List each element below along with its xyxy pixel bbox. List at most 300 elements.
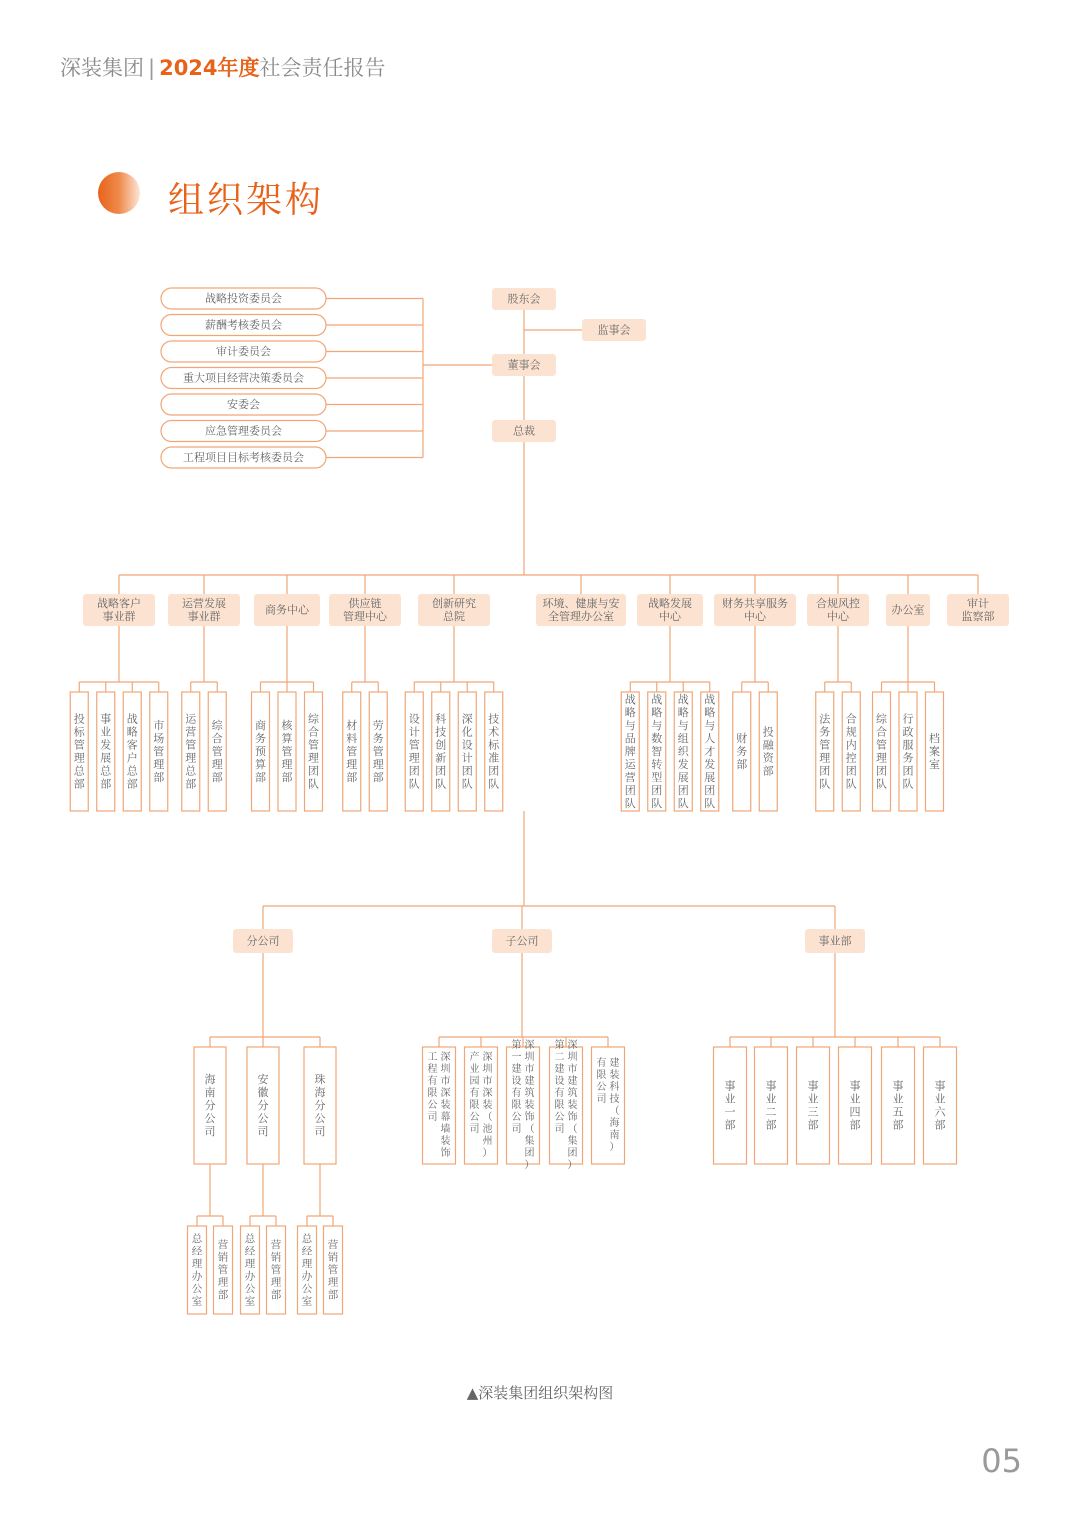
subsidiary-4-char: 限: [596, 1070, 607, 1081]
unit-2-0-char: 部: [255, 771, 266, 784]
division-1: [168, 594, 240, 626]
business-unit-1-char: 部: [765, 1118, 777, 1132]
unit-4-3-char: 团: [488, 764, 500, 778]
header-report-title: 社会责任报告: [259, 56, 386, 80]
unit-8-1-char: 团: [845, 764, 857, 778]
business-unit-4-char: 五: [892, 1105, 904, 1119]
subsidiary-2: [507, 1038, 540, 1171]
unit-3-1: [369, 692, 387, 811]
division-6-label: 战略发展: [648, 597, 692, 610]
unit-3-1-char: 管: [372, 745, 384, 758]
subsidiary-3-char: 筑: [567, 1088, 578, 1099]
branch-2-sub-1-char: 销: [327, 1251, 339, 1264]
branch-1: [247, 1047, 279, 1164]
node-supervisors: [582, 319, 646, 341]
branch-1-sub-1-char: 部: [270, 1289, 282, 1301]
unit-2-0-char: 务: [255, 732, 266, 745]
subsidiary-1-char: 深: [482, 1088, 493, 1099]
branch-2: [304, 1047, 336, 1164]
unit-7-0-char: 部: [736, 758, 748, 771]
branch-0-sub-0-char: 室: [191, 1295, 203, 1308]
subsidiary-2-char: 市: [524, 1064, 535, 1075]
business-unit-0-char: 事: [724, 1079, 736, 1093]
business-unit-2-char: 部: [807, 1118, 819, 1132]
branch-0-sub-1-char: 营: [217, 1239, 229, 1251]
unit-0-0-char: 投: [73, 712, 85, 726]
committee-3: [161, 368, 326, 389]
unit-6-3: [701, 692, 719, 811]
committee-6-label: 工程项目目标考核委员会: [183, 451, 304, 464]
branch-0-char: 海: [204, 1073, 216, 1086]
subsidiary-2-char: 团: [524, 1148, 535, 1159]
unit-0-3-char: 市: [153, 719, 165, 732]
unit-9-2-char: 室: [929, 758, 940, 771]
unit-0-0-char: 标: [73, 725, 85, 739]
division-8: [807, 594, 869, 626]
business-unit-0: [714, 1047, 747, 1164]
branch-0-sub-1-char: 理: [217, 1276, 229, 1289]
subsidiary-3-char: 设: [554, 1076, 565, 1087]
subsidiary-1-char: 产: [469, 1052, 480, 1063]
subsidiary-2-char: 深: [524, 1040, 535, 1051]
subsidiary-1-char: ）: [482, 1148, 493, 1159]
division-9-label: 办公室: [891, 603, 925, 617]
unit-0-1-char: 发: [100, 738, 112, 752]
unit-6-1-char: 战: [651, 693, 663, 706]
unit-6-3-char: 才: [704, 745, 716, 758]
subsidiary-2-char: 司: [511, 1124, 522, 1135]
header-company: 深装集团: [60, 56, 144, 80]
unit-3-1-char: 务: [372, 732, 384, 745]
unit-6-2-char: 战: [677, 693, 689, 706]
subsidiary-3-char: 团: [567, 1148, 578, 1159]
committee-1-label: 薪酬考核委员会: [205, 318, 282, 332]
business-unit-0-char: 业: [724, 1092, 736, 1106]
unit-9-0-char: 队: [876, 777, 887, 791]
unit-0-3: [150, 692, 168, 811]
unit-6-0-char: 与: [624, 719, 636, 732]
division-9: [886, 594, 930, 626]
unit-4-0: [405, 692, 423, 811]
division-2-label: 商务中心: [265, 603, 309, 617]
subsidiary-3-char: 建: [554, 1064, 565, 1075]
division-8-label: 合规风控: [816, 597, 860, 610]
unit-8-0-char: 理: [819, 751, 831, 765]
unit-2-1-char: 核: [281, 719, 293, 732]
subsidiary-1-char: 装: [482, 1100, 493, 1111]
division-7-label: 中心: [744, 610, 766, 623]
unit-4-1-char: 团: [435, 764, 447, 778]
subsidiary-1-char: 公: [469, 1112, 480, 1123]
subsidiary-2-char: 筑: [524, 1088, 535, 1099]
subsidiary-2-char: 公: [511, 1112, 522, 1123]
branch-2-sub-0-char: 总: [301, 1232, 313, 1245]
subsidiary-0-char: 墙: [440, 1124, 451, 1135]
branch-1-char: 徽: [257, 1086, 269, 1099]
unit-9-0-char: 综: [876, 712, 887, 726]
unit-6-2-char: 略: [677, 706, 689, 719]
division-4: [418, 594, 490, 626]
subsidiary-3-char: 二: [554, 1052, 565, 1063]
unit-9-2: [926, 692, 944, 811]
unit-2-0-char: 商: [255, 719, 266, 732]
unit-6-1-char: 型: [651, 771, 663, 784]
branch-2-char: 司: [314, 1125, 326, 1138]
branch-2-char: 分: [314, 1099, 326, 1112]
business-unit-5-char: 业: [934, 1092, 946, 1106]
business-unit-3-char: 四: [849, 1105, 861, 1119]
division-5-label: 环境、健康与安: [542, 597, 620, 610]
division-5: [536, 594, 626, 626]
subsidiary-0-char: 深: [440, 1052, 451, 1063]
unit-4-3-char: 队: [488, 777, 500, 791]
unit-6-2-char: 展: [677, 771, 689, 784]
subsidiary-2-char: 限: [511, 1100, 522, 1111]
unit-1-1: [208, 692, 226, 811]
branch-2-sub-0-char: 室: [301, 1295, 313, 1308]
subsidiary-3-char: ）: [567, 1160, 578, 1171]
unit-9-2-char: 档: [929, 732, 940, 745]
unit-4-1-char: 新: [435, 751, 447, 765]
division-7: [714, 594, 796, 626]
business-unit-0-char: 部: [724, 1118, 736, 1132]
subsidiary-4-char: 科: [609, 1082, 620, 1093]
unit-6-3-char: 略: [704, 706, 716, 719]
subsidiary-0-char: 有: [427, 1076, 438, 1087]
unit-0-3-char: 部: [153, 771, 165, 784]
committee-0: [161, 288, 326, 309]
unit-6-0-char: 运: [624, 758, 636, 771]
subsidiary-4-char: 司: [596, 1094, 607, 1105]
branch-2-char: 珠: [314, 1073, 326, 1086]
unit-3-1-char: 劳: [372, 719, 384, 732]
unit-6-0-char: 品: [624, 732, 636, 745]
subsidiary-4-char: 建: [609, 1058, 620, 1069]
branch-1-char: 分: [257, 1099, 269, 1112]
subsidiary-1-char: （: [482, 1112, 493, 1123]
business-unit-3-char: 业: [849, 1092, 861, 1106]
subsidiary-0-char: 工: [427, 1052, 438, 1063]
group-business-units-label: 事业部: [818, 934, 852, 948]
branch-0-sub-0-char: 经: [191, 1245, 203, 1258]
subsidiary-2-char: 集: [524, 1136, 535, 1147]
business-unit-5-char: 部: [934, 1118, 946, 1132]
subsidiary-1-char: 州: [482, 1136, 493, 1147]
business-unit-2-char: 三: [807, 1105, 819, 1119]
branch-0-sub-0-char: 办: [191, 1270, 203, 1283]
branch-1-sub-1-char: 销: [270, 1251, 282, 1264]
unit-6-0-char: 队: [624, 797, 636, 810]
subsidiary-2-char: 建: [511, 1064, 522, 1075]
unit-1-1-char: 理: [211, 758, 223, 771]
unit-8-0-char: 务: [819, 725, 831, 739]
division-3-label: 管理中心: [343, 610, 387, 623]
subsidiary-0-char: 市: [440, 1076, 451, 1087]
division-3: [329, 594, 401, 626]
unit-9-0: [873, 692, 891, 811]
unit-4-1-char: 科: [435, 712, 447, 726]
unit-6-1-char: 队: [651, 797, 663, 810]
committee-1: [161, 315, 326, 336]
unit-2-1-char: 理: [281, 758, 293, 771]
unit-4-3-char: 准: [488, 751, 500, 765]
unit-0-2: [123, 692, 141, 811]
branch-1-sub-1-char: 管: [270, 1264, 282, 1276]
unit-3-0-char: 理: [346, 758, 358, 771]
division-0-label: 事业群: [102, 610, 136, 623]
unit-0-3-char: 理: [153, 758, 165, 771]
unit-2-2-char: 综: [308, 712, 319, 726]
subsidiary-0-char: 装: [440, 1100, 451, 1111]
business-unit-4-char: 部: [892, 1118, 904, 1132]
branch-1-sub-0: [241, 1226, 260, 1314]
subsidiary-3-char: 市: [567, 1064, 578, 1075]
branch-0-sub-0: [188, 1226, 207, 1314]
business-unit-1-char: 业: [765, 1092, 777, 1106]
unit-1-1-char: 部: [211, 771, 223, 784]
subsidiary-0-char: 深: [440, 1088, 451, 1099]
branch-0-sub-0-char: 公: [191, 1282, 203, 1295]
unit-6-0: [621, 692, 639, 811]
subsidiary-1-char: 司: [469, 1124, 480, 1135]
unit-6-1-char: 略: [651, 706, 663, 719]
business-unit-3: [839, 1047, 872, 1164]
unit-7-1-char: 融: [762, 738, 774, 752]
subsidiary-3-char: 圳: [567, 1052, 578, 1063]
unit-6-2-char: 队: [677, 797, 689, 810]
branch-0-sub-1: [214, 1226, 233, 1314]
committee-5-label: 应急管理委员会: [205, 424, 282, 438]
branch-2-sub-1-char: 营: [327, 1239, 339, 1251]
business-unit-2-char: 事: [807, 1079, 819, 1093]
branch-1-sub-0-char: 总: [244, 1232, 256, 1245]
node-board: [492, 354, 556, 376]
header-separator: |: [148, 56, 156, 80]
unit-8-1: [842, 692, 860, 811]
subsidiary-2-char: （: [524, 1124, 535, 1135]
subsidiary-1-char: 园: [469, 1076, 480, 1087]
unit-9-1-char: 务: [902, 751, 914, 765]
unit-7-0: [733, 692, 751, 811]
committee-4: [161, 394, 326, 415]
branch-2-sub-1-char: 理: [327, 1276, 339, 1289]
unit-2-1-char: 管: [281, 745, 293, 758]
unit-7-1: [759, 692, 777, 811]
division-10-label: 监察部: [961, 610, 995, 623]
subsidiary-2-char: 圳: [524, 1052, 535, 1063]
unit-2-2-char: 理: [308, 751, 319, 765]
subsidiary-3-char: 集: [567, 1136, 578, 1147]
unit-9-1-char: 团: [902, 764, 914, 778]
subsidiary-2-char: 一: [511, 1052, 522, 1063]
business-unit-1-char: 事: [765, 1079, 777, 1093]
division-6-label: 中心: [659, 610, 681, 623]
business-unit-0-char: 一: [724, 1105, 736, 1119]
unit-4-2-char: 队: [461, 777, 473, 791]
subsidiary-4-char: ）: [609, 1142, 620, 1153]
page-number: 05: [981, 1442, 1022, 1480]
subsidiary-0: [423, 1047, 456, 1164]
branch-2-sub-1-char: 管: [327, 1264, 339, 1276]
unit-0-3-char: 管: [153, 745, 165, 758]
unit-4-0-char: 计: [408, 725, 420, 739]
unit-2-2: [305, 692, 323, 811]
subsidiary-0-char: 幕: [440, 1112, 451, 1123]
branch-0-char: 公: [204, 1112, 216, 1125]
subsidiary-0-char: 限: [427, 1088, 438, 1099]
unit-7-1-char: 投: [762, 725, 774, 739]
node-president-label: 总裁: [513, 424, 535, 438]
division-6: [637, 594, 703, 626]
unit-7-0-char: 财: [736, 732, 748, 745]
division-4-label: 创新研究: [432, 597, 476, 610]
unit-3-1-char: 理: [372, 758, 384, 771]
unit-6-2-char: 与: [677, 719, 689, 732]
business-unit-4-char: 业: [892, 1092, 904, 1106]
unit-0-2-char: 略: [126, 725, 138, 739]
unit-8-1-char: 控: [845, 751, 857, 765]
branch-0-sub-1-char: 管: [217, 1264, 229, 1276]
division-2: [254, 594, 320, 626]
node-board-label: 董事会: [507, 358, 541, 372]
unit-4-3-char: 术: [488, 725, 500, 739]
committee-0-label: 战略投资委员会: [205, 292, 282, 305]
subsidiary-0-char: 司: [427, 1112, 438, 1123]
branch-2-char: 海: [314, 1086, 326, 1099]
subsidiary-2-char: 第: [511, 1040, 522, 1051]
branch-2-sub-0-char: 公: [301, 1282, 313, 1295]
page-title: 组织架构: [168, 180, 325, 221]
unit-2-0-char: 算: [255, 758, 266, 771]
unit-6-2-char: 组: [677, 732, 689, 745]
unit-4-2: [458, 692, 476, 811]
unit-6-1-char: 数: [651, 732, 663, 745]
subsidiary-1-char: 市: [482, 1076, 493, 1087]
unit-2-2-char: 合: [308, 725, 319, 739]
unit-0-1-char: 部: [100, 777, 112, 791]
unit-1-1-char: 管: [211, 745, 223, 758]
unit-7-1-char: 资: [762, 751, 774, 765]
unit-6-3-char: 发: [704, 758, 716, 771]
branch-2-sub-1: [324, 1226, 343, 1314]
unit-3-0-char: 管: [346, 745, 358, 758]
group-branches-label: 分公司: [246, 934, 280, 948]
unit-2-2-char: 团: [308, 764, 319, 778]
unit-6-0-char: 牌: [624, 745, 636, 758]
group-subsidiaries: [492, 929, 552, 953]
unit-0-1-char: 事: [100, 712, 112, 726]
unit-6-0-char: 营: [624, 771, 636, 784]
subsidiary-3-char: 司: [554, 1124, 565, 1135]
unit-0-1: [97, 692, 115, 811]
branch-2-sub-0-char: 理: [301, 1257, 313, 1270]
unit-4-2-char: 计: [461, 751, 473, 765]
subsidiary-0-char: 圳: [440, 1064, 451, 1075]
committee-6: [161, 447, 326, 468]
branch-1-sub-1: [267, 1226, 286, 1314]
unit-1-0-char: 部: [185, 777, 197, 791]
unit-4-1: [432, 692, 450, 811]
unit-4-1-char: 创: [435, 738, 447, 752]
unit-4-2-char: 设: [461, 738, 473, 752]
unit-0-0-char: 理: [73, 751, 85, 765]
unit-1-0-char: 运: [185, 712, 197, 726]
unit-4-1-char: 技: [435, 725, 447, 739]
figure-caption: ▲深装集团组织架构图: [466, 1384, 614, 1402]
subsidiary-4: [592, 1047, 625, 1164]
branch-1-char: 司: [257, 1125, 269, 1138]
business-unit-5-char: 事: [934, 1079, 946, 1093]
branch-0-char: 司: [204, 1125, 216, 1138]
unit-4-3-char: 技: [488, 712, 500, 726]
unit-9-1-char: 行: [902, 712, 914, 726]
branch-1-sub-0-char: 办: [244, 1270, 256, 1283]
group-subsidiaries-label: 子公司: [505, 934, 539, 948]
unit-0-1-char: 展: [100, 751, 112, 765]
unit-1-0-char: 管: [185, 738, 197, 752]
subsidiary-3-char: 深: [567, 1040, 578, 1051]
branch-1-sub-1-char: 营: [270, 1239, 282, 1251]
unit-0-0-char: 总: [73, 764, 85, 778]
unit-4-3-char: 标: [488, 738, 500, 752]
unit-0-2-char: 战: [126, 712, 138, 726]
branch-1-sub-0-char: 公: [244, 1282, 256, 1295]
unit-8-1-char: 规: [845, 725, 857, 739]
branch-1-sub-1-char: 理: [270, 1276, 282, 1289]
branch-1-char: 公: [257, 1112, 269, 1125]
business-unit-3-char: 事: [849, 1079, 861, 1093]
subsidiary-2-char: 设: [511, 1076, 522, 1087]
subsidiary-1-char: 池: [482, 1124, 493, 1135]
unit-3-0-char: 材: [346, 719, 358, 732]
unit-6-0-char: 团: [624, 784, 636, 797]
unit-8-0: [816, 692, 834, 811]
subsidiary-3-char: 建: [567, 1076, 578, 1087]
unit-8-1-char: 内: [845, 738, 857, 752]
unit-1-0-char: 总: [185, 764, 197, 778]
unit-9-1: [899, 692, 917, 811]
subsidiary-4-char: 技: [609, 1094, 620, 1105]
unit-8-0-char: 法: [819, 712, 831, 726]
unit-0-2-char: 部: [126, 777, 138, 791]
node-shareholders-label: 股东会: [507, 292, 541, 306]
group-branches: [233, 929, 293, 953]
unit-2-0-char: 预: [255, 745, 266, 758]
subsidiary-2-char: ）: [524, 1160, 535, 1171]
unit-3-0-char: 料: [346, 732, 358, 745]
unit-0-1-char: 总: [100, 764, 112, 778]
unit-4-2-char: 化: [461, 725, 473, 739]
unit-8-1-char: 队: [845, 777, 857, 791]
division-1-label: 事业群: [187, 610, 221, 623]
unit-9-1-char: 队: [902, 777, 914, 791]
division-0: [83, 594, 155, 626]
branch-2-char: 公: [314, 1112, 326, 1125]
unit-2-1-char: 算: [281, 732, 293, 745]
unit-8-0-char: 管: [819, 738, 831, 752]
unit-0-2-char: 户: [126, 751, 138, 765]
unit-8-1-char: 合: [845, 712, 857, 726]
unit-4-0-char: 理: [408, 751, 420, 765]
subsidiary-2-char: 建: [524, 1076, 535, 1087]
unit-4-2-char: 深: [461, 712, 473, 726]
unit-8-0-char: 团: [819, 764, 831, 778]
unit-6-0-char: 略: [624, 706, 636, 719]
node-president: [492, 420, 556, 442]
unit-9-2-char: 案: [929, 745, 940, 758]
unit-6-3-char: 人: [704, 732, 716, 745]
subsidiary-1: [465, 1047, 498, 1164]
